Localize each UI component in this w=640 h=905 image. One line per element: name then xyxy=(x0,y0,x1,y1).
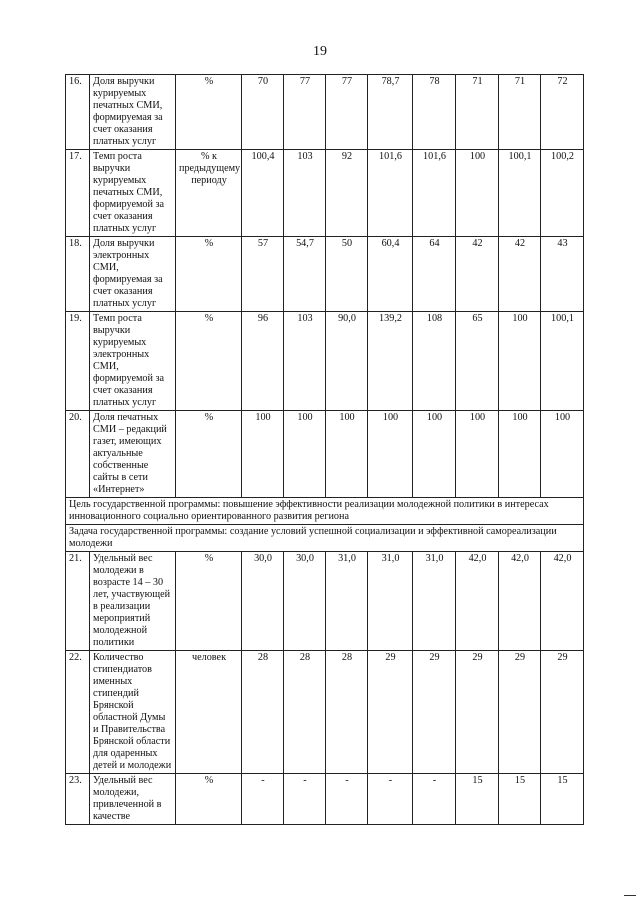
value-cell: 42,0 xyxy=(541,552,584,651)
value-cell: 139,2 xyxy=(368,312,413,411)
indicator-name: Темп роста выручки курируемых электронных СМИ, формируемой за счет оказания платных услуг xyxy=(90,312,176,411)
indicator-name: Доля печатных СМИ – редакций газет, имеющих актуальные собственные сайты в сети «Интернет» xyxy=(90,411,176,498)
value-cell: 78,7 xyxy=(368,75,413,150)
value-cell: 100,4 xyxy=(242,150,284,237)
value-cell: 100 xyxy=(284,411,326,498)
value-cell: 15 xyxy=(499,774,541,825)
value-cell: 15 xyxy=(456,774,499,825)
value-cell: 100 xyxy=(499,411,541,498)
value-cell: 29 xyxy=(541,651,584,774)
value-cell: 31,0 xyxy=(413,552,456,651)
value-cell: 77 xyxy=(284,75,326,150)
value-cell: 96 xyxy=(242,312,284,411)
task-text: Задача государственной программы: создание условий успешной социализации и эффективной самореализации молодежи xyxy=(66,525,584,552)
indicator-name: Доля выручки курируемых печатных СМИ, формируемая за счет оказания платных услуг xyxy=(90,75,176,150)
value-cell: 100 xyxy=(456,150,499,237)
value-cell: 71 xyxy=(499,75,541,150)
indicator-name: Удельный вес молодежи в возрасте 14 – 30 лет, участвующей в реализации мероприятий молодежной политики xyxy=(90,552,176,651)
value-cell: 100 xyxy=(541,411,584,498)
unit-cell: % xyxy=(176,237,242,312)
unit-cell: % xyxy=(176,75,242,150)
value-cell: - xyxy=(326,774,368,825)
value-cell: - xyxy=(284,774,326,825)
value-cell: 108 xyxy=(413,312,456,411)
value-cell: 42 xyxy=(499,237,541,312)
value-cell: 65 xyxy=(456,312,499,411)
row-number: 21. xyxy=(66,552,90,651)
indicator-rows-a xyxy=(66,75,584,498)
value-cell: 100 xyxy=(456,411,499,498)
unit-cell: % xyxy=(176,774,242,825)
unit-cell: % xyxy=(176,312,242,411)
value-cell: 92 xyxy=(326,150,368,237)
table-row xyxy=(66,75,584,150)
unit-cell: % xyxy=(176,552,242,651)
row-number: 20. xyxy=(66,411,90,498)
value-cell: 101,6 xyxy=(368,150,413,237)
value-cell: 100 xyxy=(326,411,368,498)
value-cell: 64 xyxy=(413,237,456,312)
value-cell: 30,0 xyxy=(242,552,284,651)
value-cell: 57 xyxy=(242,237,284,312)
value-cell: 100,2 xyxy=(541,150,584,237)
value-cell: 42 xyxy=(456,237,499,312)
value-cell: 101,6 xyxy=(413,150,456,237)
table-row xyxy=(66,774,584,825)
value-cell: 100,1 xyxy=(499,150,541,237)
value-cell: 28 xyxy=(242,651,284,774)
indicator-name: Доля выручки электронных СМИ, формируемая за счет оказания платных услуг xyxy=(90,237,176,312)
value-cell: 100 xyxy=(242,411,284,498)
table-row xyxy=(66,552,584,651)
value-cell: 29 xyxy=(499,651,541,774)
page-number: 19 xyxy=(313,44,327,59)
value-cell: 78 xyxy=(413,75,456,150)
row-number: 18. xyxy=(66,237,90,312)
row-number: 22. xyxy=(66,651,90,774)
row-number: 16. xyxy=(66,75,90,150)
value-cell: 103 xyxy=(284,150,326,237)
task-row xyxy=(66,525,584,552)
value-cell: 30,0 xyxy=(284,552,326,651)
goal-row xyxy=(66,498,584,525)
table-row xyxy=(66,150,584,237)
value-cell: 100 xyxy=(499,312,541,411)
value-cell: 72 xyxy=(541,75,584,150)
value-cell: 29 xyxy=(368,651,413,774)
indicators-table xyxy=(65,74,584,825)
margin-mark xyxy=(624,895,636,896)
value-cell: 77 xyxy=(326,75,368,150)
table-row xyxy=(66,651,584,774)
value-cell: 29 xyxy=(456,651,499,774)
goal-text: Цель государственной программы: повышение эффективности реализации молодежной политики в интересах инновационного социально ориентированного развития региона xyxy=(66,498,584,525)
value-cell: 31,0 xyxy=(326,552,368,651)
value-cell: - xyxy=(413,774,456,825)
value-cell: 43 xyxy=(541,237,584,312)
value-cell: 60,4 xyxy=(368,237,413,312)
value-cell: 103 xyxy=(284,312,326,411)
indicator-rows-b xyxy=(66,552,584,825)
value-cell: - xyxy=(368,774,413,825)
row-number: 19. xyxy=(66,312,90,411)
row-number: 17. xyxy=(66,150,90,237)
value-cell: 90,0 xyxy=(326,312,368,411)
value-cell: 71 xyxy=(456,75,499,150)
indicator-name: Темп роста выручки курируемых печатных СМИ, формируемой за счет оказания платных услуг xyxy=(90,150,176,237)
value-cell: 50 xyxy=(326,237,368,312)
indicator-name: Количество стипендиатов именных стипендий Брянской областной Думы и Правительства Брянской области для одаренных детей и молодежи xyxy=(90,651,176,774)
value-cell: 28 xyxy=(284,651,326,774)
value-cell: 42,0 xyxy=(499,552,541,651)
value-cell: 28 xyxy=(326,651,368,774)
value-cell: 29 xyxy=(413,651,456,774)
value-cell: - xyxy=(242,774,284,825)
table-row xyxy=(66,312,584,411)
value-cell: 100,1 xyxy=(541,312,584,411)
row-number: 23. xyxy=(66,774,90,825)
value-cell: 42,0 xyxy=(456,552,499,651)
unit-cell: % к предыдущему периоду xyxy=(176,150,242,237)
table-row xyxy=(66,411,584,498)
indicator-name: Удельный вес молодежи, привлеченной в качестве xyxy=(90,774,176,825)
value-cell: 70 xyxy=(242,75,284,150)
table-row xyxy=(66,237,584,312)
unit-cell: % xyxy=(176,411,242,498)
value-cell: 100 xyxy=(368,411,413,498)
value-cell: 100 xyxy=(413,411,456,498)
value-cell: 54,7 xyxy=(284,237,326,312)
value-cell: 15 xyxy=(541,774,584,825)
unit-cell: человек xyxy=(176,651,242,774)
value-cell: 31,0 xyxy=(368,552,413,651)
